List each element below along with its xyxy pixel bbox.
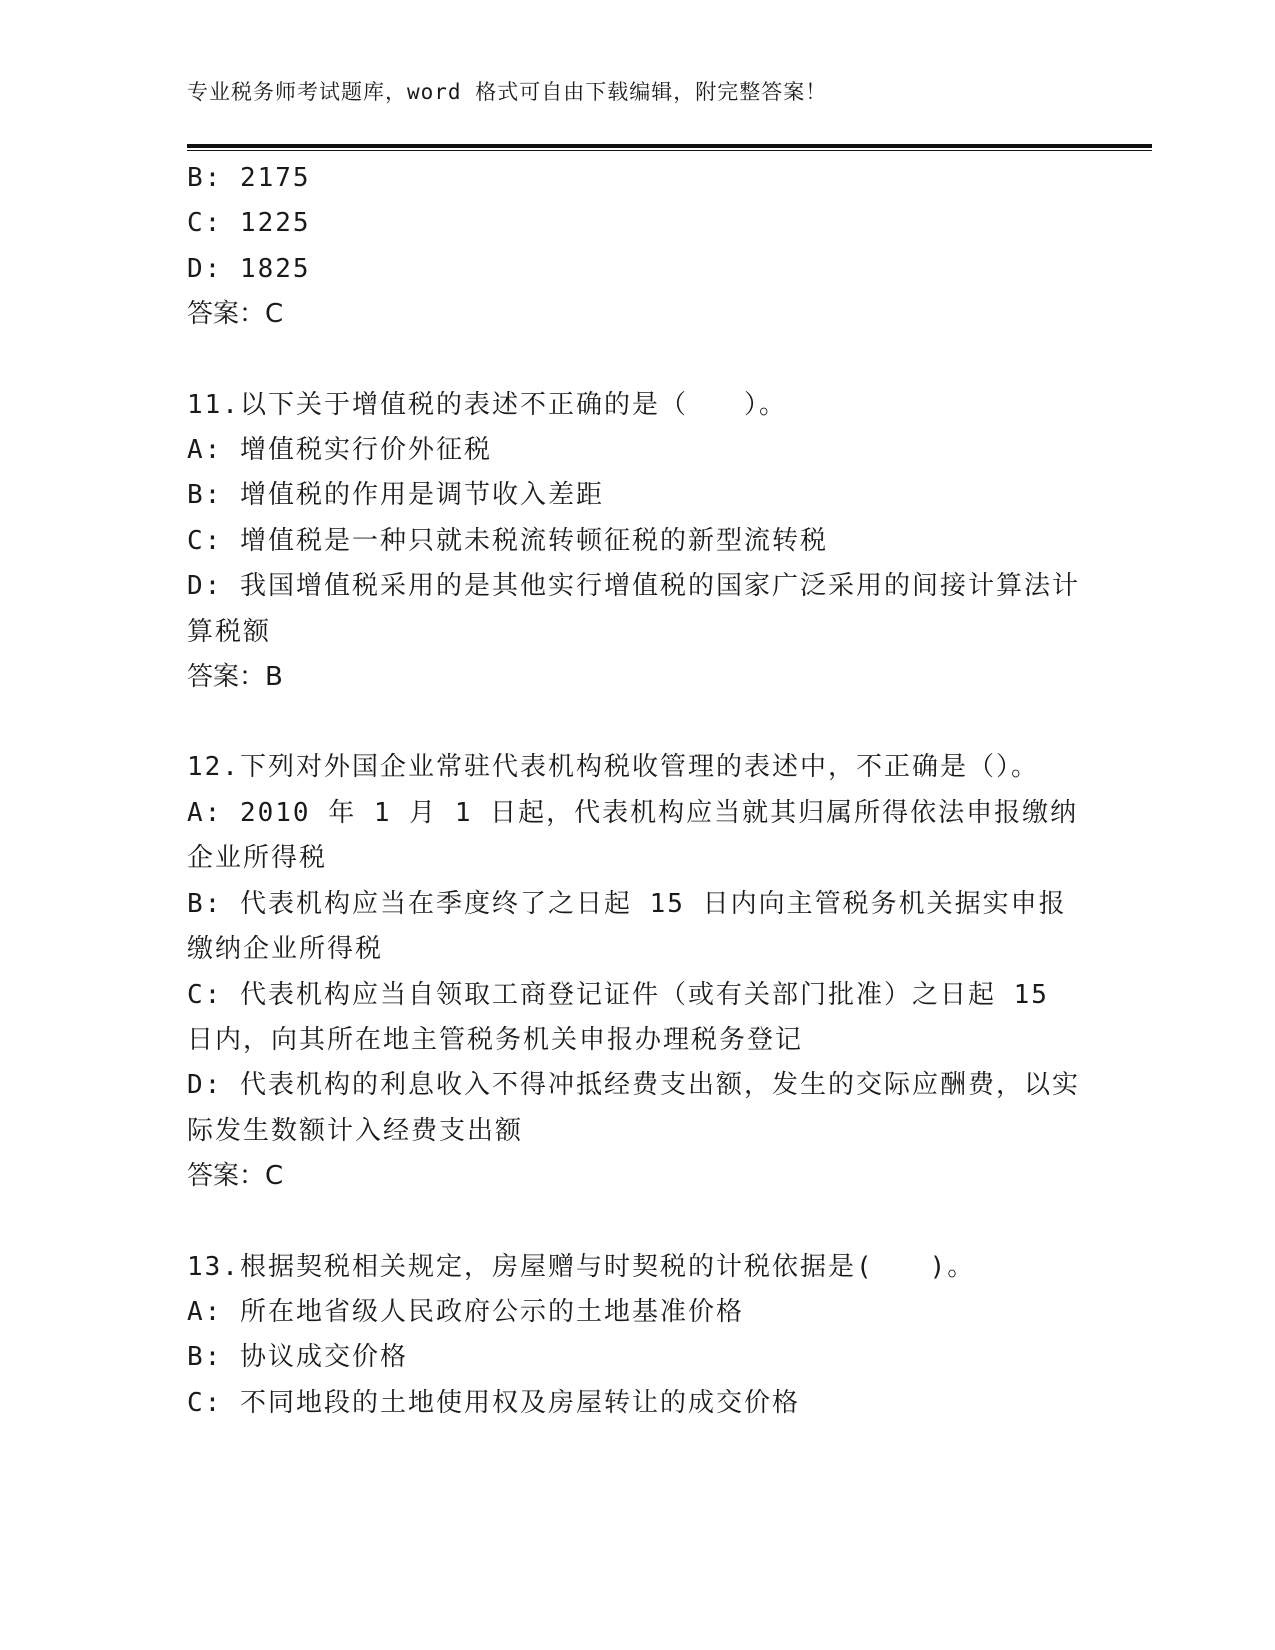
- option-b: B: 2175: [187, 163, 311, 193]
- option-d: D: 我国增值税采用的是其他实行增值税的国家广泛采用的间接计算法计算税额: [187, 571, 1080, 647]
- spacer: [187, 338, 1087, 383]
- answer-line: 答案：B: [187, 662, 283, 693]
- option-a: A: 2010 年 1 月 1 日起，代表机构应当就其归属所得依法申报缴纳企业所得税: [187, 797, 1079, 874]
- header-rule-thick: [187, 144, 1152, 148]
- question-stem: 12.下列对外国企业常驻代表机构税收管理的表述中，不正确是（）。: [187, 752, 1039, 783]
- option-d: D: 1825: [187, 253, 311, 284]
- question-content: [187, 156, 1087, 1426]
- answer-line: 答案：C: [187, 1161, 284, 1192]
- spacer: [187, 700, 1087, 745]
- question-12: [187, 745, 1087, 1199]
- answer-line: 答案：C: [187, 299, 284, 330]
- option-c: C: 增值税是一种只就未税流转顿征税的新型流转税: [187, 525, 828, 556]
- option-a: A: 所在地省级人民政府公示的土地基准价格: [187, 1296, 744, 1327]
- question-stem: 11.以下关于增值税的表述不正确的是（ ）。: [187, 389, 787, 420]
- spacer: [187, 1200, 1087, 1245]
- option-c: C: 代表机构应当自领取工商登记证件（或有关部门批准）之日起 15 日内，向其所在地主管税务机关申报办理税务登记: [187, 979, 1067, 1055]
- header-rule-thin: [187, 150, 1152, 151]
- option-a: A: 增值税实行价外征税: [187, 435, 492, 466]
- question-11: [187, 383, 1087, 701]
- question-13: [187, 1245, 1087, 1427]
- option-b: B: 协议成交价格: [187, 1342, 408, 1373]
- question-10-tail: [187, 156, 1087, 338]
- option-b: B: 代表机构应当在季度终了之日起 15 日内向主管税务机关据实申报缴纳企业所得税: [187, 888, 1067, 965]
- option-d: D: 代表机构的利息收入不得冲抵经费支出额，发生的交际应酬费，以实际发生数额计入经费支出额: [187, 1070, 1080, 1146]
- question-stem: 13.根据契税相关规定，房屋赠与时契税的计税依据是( )。: [187, 1251, 976, 1282]
- option-b: B: 增值税的作用是调节收入差距: [187, 480, 604, 511]
- option-c: C: 不同地段的土地使用权及房屋转让的成交价格: [187, 1387, 800, 1418]
- page-header: 专业税务师考试题库，word 格式可自由下载编辑，附完整答案！: [187, 80, 828, 104]
- option-c: C: 1225: [187, 208, 311, 239]
